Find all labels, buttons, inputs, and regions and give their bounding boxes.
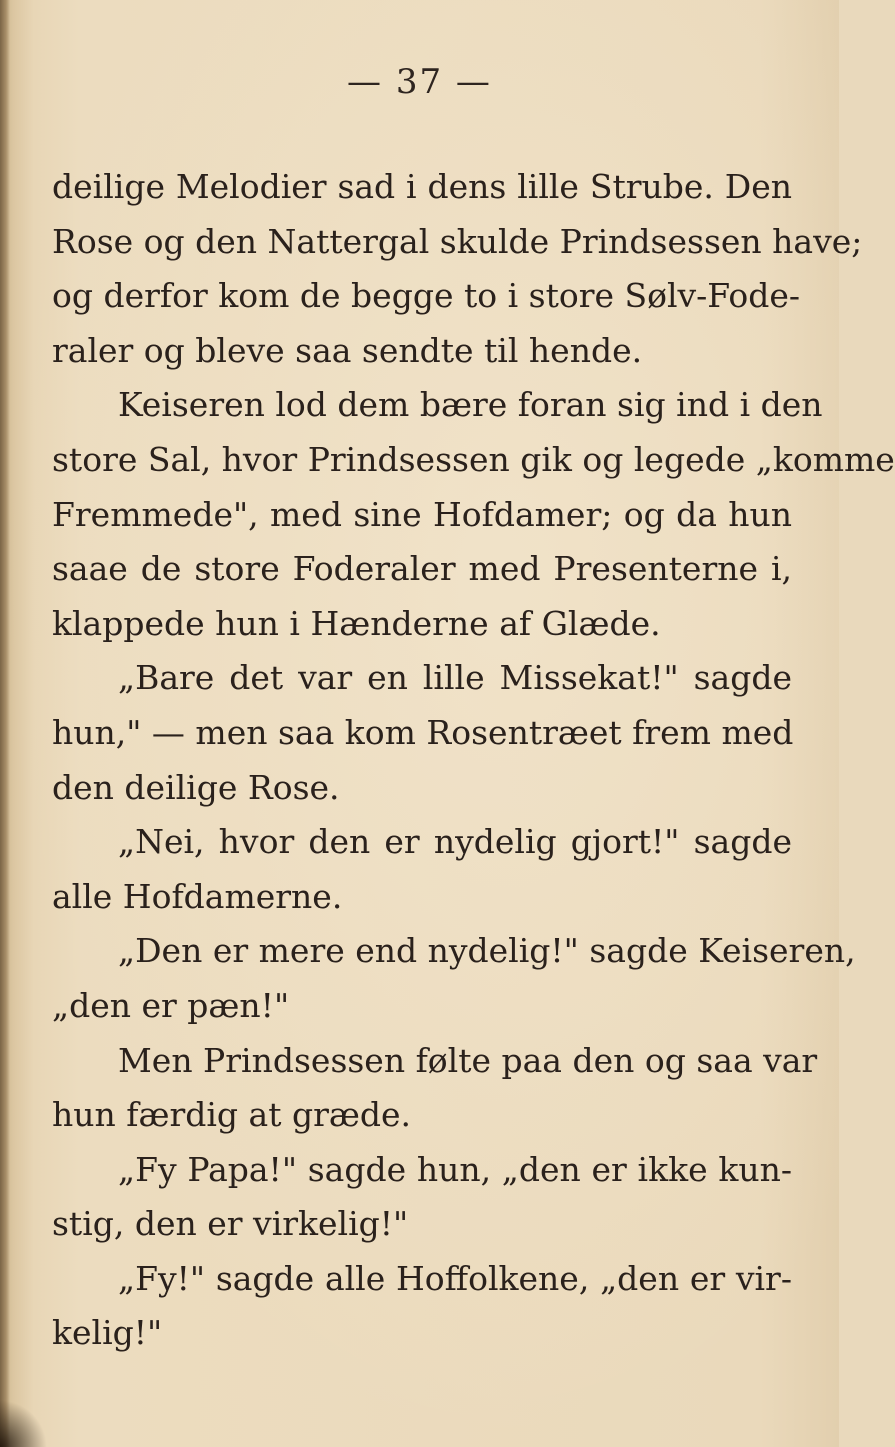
page-number: — 37 — (347, 62, 492, 102)
text-line-16: „den er pæn!" (52, 985, 290, 1025)
text-line-10: „Bare det var en lille Missekat!" sagde (118, 658, 792, 698)
text-line-5: Keiseren lod dem bære foran sig ind i den (118, 385, 823, 425)
text-line-19: „Fy Papa!" sagde hun, „den er ikke kun- (118, 1149, 792, 1189)
body-text (52, 160, 895, 1361)
corner-shadow (0, 1387, 60, 1447)
text-line-8: saae de store Foderaler med Presenterne i, (52, 549, 792, 589)
text-line-7: Fremmede", med sine Hofdamer; og da hun (52, 494, 792, 534)
text-line-9: klappede hun i Hænderne af Glæde. (52, 603, 661, 643)
text-line-3: og derfor kom de begge to i store Sølv-Fode- (52, 276, 801, 316)
text-line-12: den deilige Rose. (52, 767, 340, 807)
text-line-2: Rose og den Nattergal skulde Prindsessen have; (52, 221, 863, 261)
text-line-22: kelig!" (52, 1313, 163, 1353)
text-line-4: raler og bleve saa sendte til hende. (52, 330, 643, 370)
text-line-11: hun," — men saa kom Rosentræet frem med (52, 712, 794, 752)
text-line-6: store Sal, hvor Prindsessen gik og legede „komme (52, 439, 895, 479)
text-line-20: stig, den er virkelig!" (52, 1204, 409, 1244)
text-line-13: „Nei, hvor den er nydelig gjort!" sagde (118, 822, 792, 862)
text-line-17: Men Prindsessen følte paa den og saa var (118, 1040, 818, 1080)
text-line-1: deilige Melodier sad i dens lille Strube. Den (52, 167, 792, 206)
text-line-14: alle Hofdamerne. (52, 876, 343, 916)
text-line-18: hun færdig at græde. (52, 1095, 412, 1135)
book-spine-shadow (0, 0, 10, 1447)
text-line-15: „Den er mere end nydelig!" sagde Keiseren, (118, 931, 856, 971)
text-line-21: „Fy!" sagde alle Hoffolkene, „den er vir- (118, 1258, 792, 1298)
